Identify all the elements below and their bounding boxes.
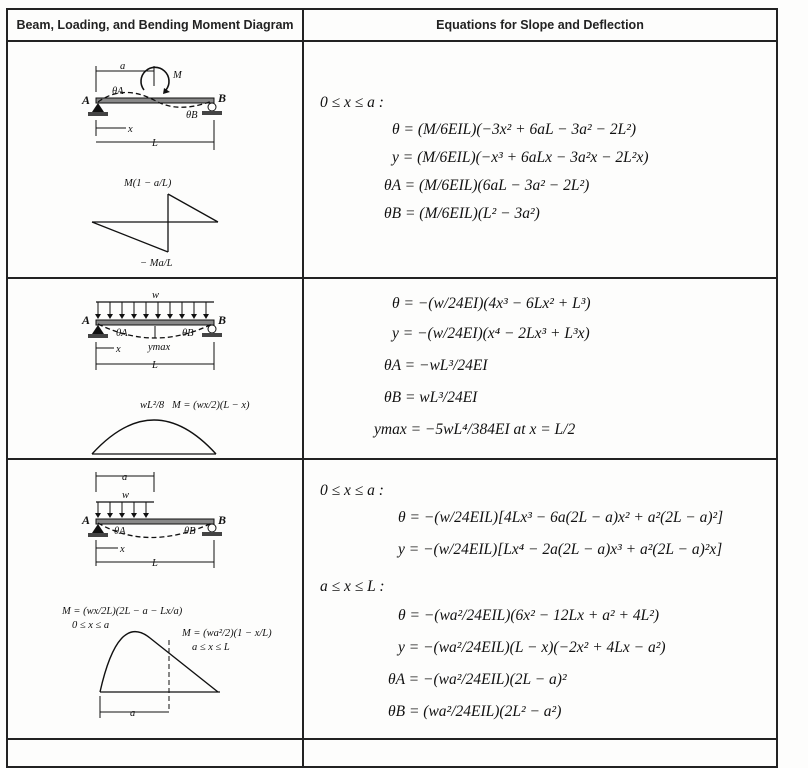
row2-label-x: x [116, 344, 121, 355]
row1-label-L: L [152, 138, 158, 149]
row2-label-thetaB: θB [182, 328, 194, 339]
row3-beam-figure [78, 468, 248, 588]
row3-moment-diagram [58, 602, 298, 730]
row3-moment-left-range: 0 ≤ x ≤ a [72, 620, 110, 631]
row2-label-ymax: ymax [148, 342, 171, 353]
row3-moment-left: M = (wx/2L)(2L − a − Lx/a) [62, 606, 183, 617]
row2-eq-4: θB = wL³/24EI [384, 389, 478, 406]
row3-label-B: B [218, 513, 227, 527]
row1-eq-3: θA = (M/6EIL)(6aL − 3a² − 2L²) [384, 177, 590, 194]
header-right: Equations for Slope and Deflection [436, 18, 644, 32]
row3-label-a-bottom: a [130, 708, 136, 719]
row2-moment-diagram [88, 394, 258, 464]
row-divider-3 [8, 738, 776, 740]
row1-label-M: M [173, 70, 182, 81]
row1-label-thetaA: θA [112, 86, 124, 97]
row3-eq-1: θ = −(w/24EIL)[4Lx³ − 6a(2L − a)x² + a²(2L − a)²] [398, 509, 724, 526]
row3-label-x: x [120, 544, 125, 555]
row3-eq-3: θ = −(wa²/24EIL)(6x² − 12Lx + a² + 4L²) [398, 607, 660, 624]
row2-label-w: w [152, 290, 160, 301]
row1-moment-diagram [88, 172, 248, 272]
row2-eq-1: θ = −(w/24EI)(4x³ − 6Lx² + L³) [392, 295, 591, 312]
row2-label-thetaA: θA [116, 328, 128, 339]
row1-label-B: B [218, 91, 227, 105]
row1-eq-4: θB = (M/6EIL)(L² − 3a²) [384, 205, 540, 222]
row1-condition: 0 ≤ x ≤ a : [320, 94, 384, 111]
row3-label-thetaA: θA [114, 526, 126, 537]
row2-eq-2: y = −(w/24EI)(x⁴ − 2Lx³ + L³x) [392, 325, 590, 342]
row2-label-A: A [82, 313, 91, 327]
row1-eq-1: θ = (M/6EIL)(−3x² + 6aL − 3a² − 2L²) [392, 121, 637, 138]
row3-label-w: w [122, 490, 130, 501]
row3-label-a: a [122, 472, 128, 483]
row1-label-thetaB: θB [186, 110, 198, 121]
row3-label-thetaB: θB [184, 526, 196, 537]
row-divider-1 [8, 277, 776, 279]
row3-eq-5: θA = −(wa²/24EIL)(2L − a)² [388, 671, 567, 688]
row3-eq-4: y = −(wa²/24EIL)(L − x)(−2x² + 4Lx − a²) [398, 639, 666, 656]
row2-moment-eq: M = (wx/2)(L − x) [172, 400, 250, 411]
row3-condition-2: a ≤ x ≤ L : [320, 578, 385, 595]
row3-label-A: A [82, 513, 91, 527]
header-left: Beam, Loading, and Bending Moment Diagram [16, 18, 294, 32]
row1-label-a: a [120, 61, 126, 72]
row3-eq-6: θB = (wa²/24EIL)(2L² − a²) [388, 703, 562, 720]
row3-moment-right-range: a ≤ x ≤ L [192, 642, 230, 653]
row2-moment-peak: wL²/8 [140, 400, 165, 411]
row2-label-B: B [218, 313, 227, 327]
column-divider [302, 10, 304, 766]
row3-label-L: L [152, 558, 158, 569]
row1-moment-top: M(1 − a/L) [124, 178, 172, 189]
header-divider [8, 40, 776, 42]
row1-label-A: A [82, 93, 91, 107]
row3-moment-right: M = (wa²/2)(1 − x/L) [182, 628, 272, 639]
row2-label-L: L [152, 360, 158, 371]
row3-condition: 0 ≤ x ≤ a : [320, 482, 384, 499]
beam-table [6, 8, 778, 768]
row2-eq-5: ymax = −5wL⁴/384EI at x = L/2 [374, 421, 576, 438]
row2-eq-3: θA = −wL³/24EI [384, 357, 488, 374]
row1-moment-bottom: − Ma/L [140, 258, 173, 269]
row1-label-x: x [128, 124, 133, 135]
row1-beam-figure [78, 54, 238, 154]
row1-eq-2: y = (M/6EIL)(−x³ + 6aLx − 3a²x − 2L²x) [392, 149, 649, 166]
row2-beam-figure [78, 290, 238, 390]
row3-eq-2: y = −(w/24EIL)[Lx⁴ − 2a(2L − a)x³ + a²(2L − a)²x] [398, 541, 723, 558]
